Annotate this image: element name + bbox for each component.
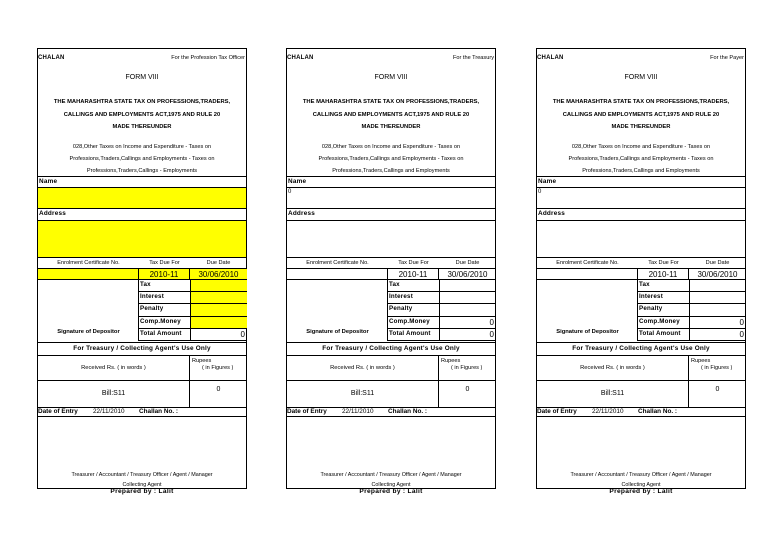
entry-row (287, 408, 495, 417)
signatory (287, 470, 495, 490)
col-tax-due-for: Tax Due For (398, 260, 429, 266)
act-title (537, 96, 745, 134)
due-date-value[interactable]: 30/06/2010 (697, 270, 738, 279)
tax-due-for-value[interactable]: 2010-11 (139, 269, 190, 279)
name-field[interactable]: 0 (537, 187, 745, 209)
desc-line: Professions,Traders,Callings and Employments - Taxes on (69, 156, 215, 162)
head-of-account (537, 141, 745, 177)
interest-label: Interest (389, 293, 413, 301)
desc-line: 028,Other Taxes on Income and Expenditure - Taxes on (72, 144, 212, 150)
desc-line: Professions,Traders,Callings and Employments - Taxes on (318, 156, 464, 162)
act-title (287, 96, 495, 134)
penalty-field[interactable] (190, 304, 247, 315)
act-line: CALLINGS AND EMPLOYMENTS ACT,1975 AND RULE 20 (562, 111, 720, 118)
tax-row (388, 280, 496, 292)
address-label: Address (288, 210, 315, 217)
collecting-agent: Collecting Agent (621, 482, 661, 488)
desc-line: Professions,Traders,Callings and Employments (582, 168, 700, 174)
comp-money-row (638, 317, 746, 329)
col-tax-due-for: Tax Due For (149, 260, 180, 266)
form-title: FORM VIII (624, 74, 658, 81)
signature-depositor: Signature of Depositor (306, 329, 369, 335)
total-row (388, 329, 496, 341)
bill-row (537, 381, 745, 408)
comp-money-field[interactable] (439, 317, 496, 328)
copy-recipient: For the Payer (710, 55, 744, 61)
name-label: Name (537, 176, 745, 187)
bill-row (38, 381, 246, 408)
interest-label: Interest (140, 293, 164, 301)
tax-field[interactable] (439, 280, 496, 291)
address-field[interactable] (38, 220, 246, 258)
prepared-by: Prepared by : Lalit (609, 488, 673, 495)
act-line: CALLINGS AND EMPLOYMENTS ACT,1975 AND RULE 20 (312, 111, 470, 118)
chalan-title: CHALAN (38, 55, 65, 61)
interest-field[interactable] (689, 292, 746, 303)
date-of-entry-value: 22/11/2010 (93, 408, 125, 415)
interest-label: Interest (639, 293, 663, 301)
penalty-row (139, 304, 247, 316)
treasury-use-heading: For Treasury / Collecting Agent's Use Only (38, 342, 246, 356)
chalan-profession-tax-officer (37, 48, 247, 489)
col-tax-due-for: Tax Due For (648, 260, 679, 266)
collecting-agent: Collecting Agent (122, 482, 162, 488)
form-title: FORM VIII (125, 74, 159, 81)
chalan-header (287, 55, 495, 65)
date-of-entry-value: 22/11/2010 (342, 408, 374, 415)
penalty-field[interactable] (439, 304, 496, 315)
bill-label: Bill:S11 (38, 381, 190, 407)
act-title (38, 96, 246, 134)
name-field[interactable] (38, 187, 246, 209)
act-line: THE MAHARASHTRA STATE TAX ON PROFESSIONS,TRADERS, (53, 99, 231, 105)
total-label: Total Amount (140, 329, 182, 337)
col-due-date: Due Date (705, 260, 730, 266)
chalan-title: CHALAN (537, 55, 564, 61)
copy-recipient: For the Profession Tax Officer (171, 55, 245, 61)
received-row (287, 356, 495, 381)
act-line: THE MAHARASHTRA STATE TAX ON PROFESSIONS,TRADERS, (552, 99, 730, 105)
enrolment-cert-field[interactable] (537, 269, 638, 279)
tax-amount-rows (388, 280, 496, 341)
penalty-row (638, 304, 746, 316)
comp-money-amount: 0 (489, 317, 494, 327)
act-line: MADE THEREUNDER (361, 124, 421, 130)
total-field (190, 329, 247, 340)
received-words: Received Rs. ( in words ) (537, 356, 689, 380)
comp-money-label: Comp.Money (389, 317, 430, 325)
address-label: Address (39, 210, 66, 217)
address-field[interactable] (287, 220, 495, 258)
penalty-field[interactable] (689, 304, 746, 315)
name-label: Name (287, 176, 495, 187)
treasury-use-heading: For Treasury / Collecting Agent's Use Only (537, 342, 745, 356)
interest-row (388, 292, 496, 304)
values-row (537, 268, 745, 280)
tax-label: Tax (389, 281, 400, 288)
bill-amount: 0 (216, 386, 221, 393)
due-date-value[interactable]: 30/06/2010 (447, 270, 488, 279)
chalan-header (537, 55, 745, 65)
collecting-agent: Collecting Agent (371, 482, 411, 488)
chalan-payer (536, 48, 746, 489)
total-amount: 0 (240, 329, 245, 339)
act-line: MADE THEREUNDER (611, 124, 671, 130)
col-enrolment-cert: Enrolment Certificate No. (57, 260, 120, 266)
total-label: Total Amount (639, 329, 681, 337)
comp-money-field[interactable] (689, 317, 746, 328)
chalan-no-label: Challan No. : (388, 408, 428, 415)
form-title: FORM VIII (374, 74, 408, 81)
in-figures-label: ( in Figures ) (202, 365, 234, 371)
date-of-entry-label: Date of Entry (537, 408, 577, 415)
prepared-by: Prepared by : Lalit (359, 488, 423, 495)
rupees-figures (439, 358, 496, 372)
signatory (38, 470, 246, 490)
rupees-figures (689, 358, 746, 372)
desc-line: 028,Other Taxes on Income and Expenditure - Taxes on (571, 144, 711, 150)
total-label: Total Amount (389, 329, 431, 337)
penalty-label: Penalty (639, 305, 663, 313)
column-headers (38, 259, 246, 268)
received-words: Received Rs. ( in words ) (287, 356, 439, 380)
tax-amount-rows (139, 280, 247, 341)
chalan-no-label: Challan No. : (638, 408, 678, 415)
name-label: Name (38, 176, 246, 187)
comp-money-label: Comp.Money (639, 317, 680, 325)
due-date-value[interactable]: 30/06/2010 (190, 269, 247, 279)
tax-due-for-value[interactable]: 2010-11 (638, 269, 689, 279)
signatory-line: Treasurer / Accountant / Treasury Officer / Agent / Manager (71, 472, 213, 478)
chalan-header (38, 55, 246, 65)
total-field (689, 329, 746, 340)
tax-field[interactable] (689, 280, 746, 291)
col-due-date: Due Date (455, 260, 480, 266)
bill-amount: 0 (715, 386, 720, 393)
tax-row (139, 280, 247, 292)
received-row (537, 356, 745, 381)
values-row (287, 268, 495, 280)
rupees-label: Rupees (691, 358, 711, 364)
bill-row (287, 381, 495, 408)
address-field[interactable] (537, 220, 745, 258)
interest-row (139, 292, 247, 304)
entry-row (537, 408, 745, 417)
total-row (638, 329, 746, 341)
total-amount: 0 (739, 329, 744, 339)
chalan-no-label: Challan No. : (139, 408, 179, 415)
values-row (38, 268, 246, 280)
desc-line: Professions,Traders,Callings and Employments - Taxes on (568, 156, 714, 162)
interest-field[interactable] (190, 292, 247, 303)
act-line: MADE THEREUNDER (112, 124, 172, 130)
treasury-use-heading: For Treasury / Collecting Agent's Use Only (287, 342, 495, 356)
act-line: CALLINGS AND EMPLOYMENTS ACT,1975 AND RULE 20 (63, 111, 221, 118)
tax-label: Tax (639, 281, 650, 288)
name-field[interactable]: 0 (287, 187, 495, 209)
desc-line: Professions,Traders,Callings - Employments (86, 168, 198, 174)
rupees-figures (190, 358, 247, 372)
address-label: Address (538, 210, 565, 217)
signatory (537, 470, 745, 490)
bill-amount: 0 (465, 386, 470, 393)
chalan-treasury (286, 48, 496, 489)
prepared-by: Prepared by : Lalit (110, 488, 174, 495)
bill-label: Bill:S11 (537, 381, 689, 407)
date-of-entry-label: Date of Entry (287, 408, 327, 415)
desc-line: 028,Other Taxes on Income and Expenditure - Taxes on (321, 144, 461, 150)
total-field (439, 329, 496, 340)
interest-row (638, 292, 746, 304)
total-row (139, 329, 247, 341)
signatory-line: Treasurer / Accountant / Treasury Officer / Agent / Manager (570, 472, 712, 478)
copy-recipient: For the Treasury (452, 55, 494, 61)
desc-line: Professions,Traders,Callings and Employments (332, 168, 450, 174)
column-headers (537, 259, 745, 268)
comp-money-label: Comp.Money (140, 317, 181, 325)
tax-field[interactable] (190, 280, 247, 291)
tax-label: Tax (140, 281, 151, 288)
date-of-entry-label: Date of Entry (38, 408, 78, 415)
head-of-account (38, 141, 246, 177)
comp-money-row (388, 317, 496, 329)
head-of-account (287, 141, 495, 177)
tax-due-for-value[interactable]: 2010-11 (388, 269, 439, 279)
date-of-entry-value: 22/11/2010 (592, 408, 624, 415)
enrolment-cert-field[interactable] (38, 269, 139, 279)
received-row (38, 356, 246, 381)
col-enrolment-cert: Enrolment Certificate No. (556, 260, 619, 266)
tax-row (638, 280, 746, 292)
entry-row (38, 408, 246, 417)
in-figures-label: ( in Figures ) (451, 365, 483, 371)
act-line: THE MAHARASHTRA STATE TAX ON PROFESSIONS,TRADERS, (302, 99, 480, 105)
received-words: Received Rs. ( in words ) (38, 356, 190, 380)
penalty-label: Penalty (140, 305, 164, 313)
total-amount: 0 (489, 329, 494, 339)
comp-money-row (139, 317, 247, 329)
bill-label: Bill:S11 (287, 381, 439, 407)
rupees-label: Rupees (441, 358, 461, 364)
rupees-label: Rupees (192, 358, 212, 364)
col-enrolment-cert: Enrolment Certificate No. (306, 260, 369, 266)
in-figures-label: ( in Figures ) (701, 365, 733, 371)
signature-depositor: Signature of Depositor (57, 329, 120, 335)
signature-depositor: Signature of Depositor (556, 329, 619, 335)
comp-money-amount: 0 (739, 317, 744, 327)
signatory-line: Treasurer / Accountant / Treasury Officer / Agent / Manager (320, 472, 462, 478)
comp-money-field[interactable] (190, 317, 247, 328)
tax-amount-rows (638, 280, 746, 341)
interest-field[interactable] (439, 292, 496, 303)
chalan-title: CHALAN (287, 55, 314, 61)
col-due-date: Due Date (206, 260, 231, 266)
enrolment-cert-field[interactable] (287, 269, 388, 279)
column-headers (287, 259, 495, 268)
penalty-row (388, 304, 496, 316)
penalty-label: Penalty (389, 305, 413, 313)
